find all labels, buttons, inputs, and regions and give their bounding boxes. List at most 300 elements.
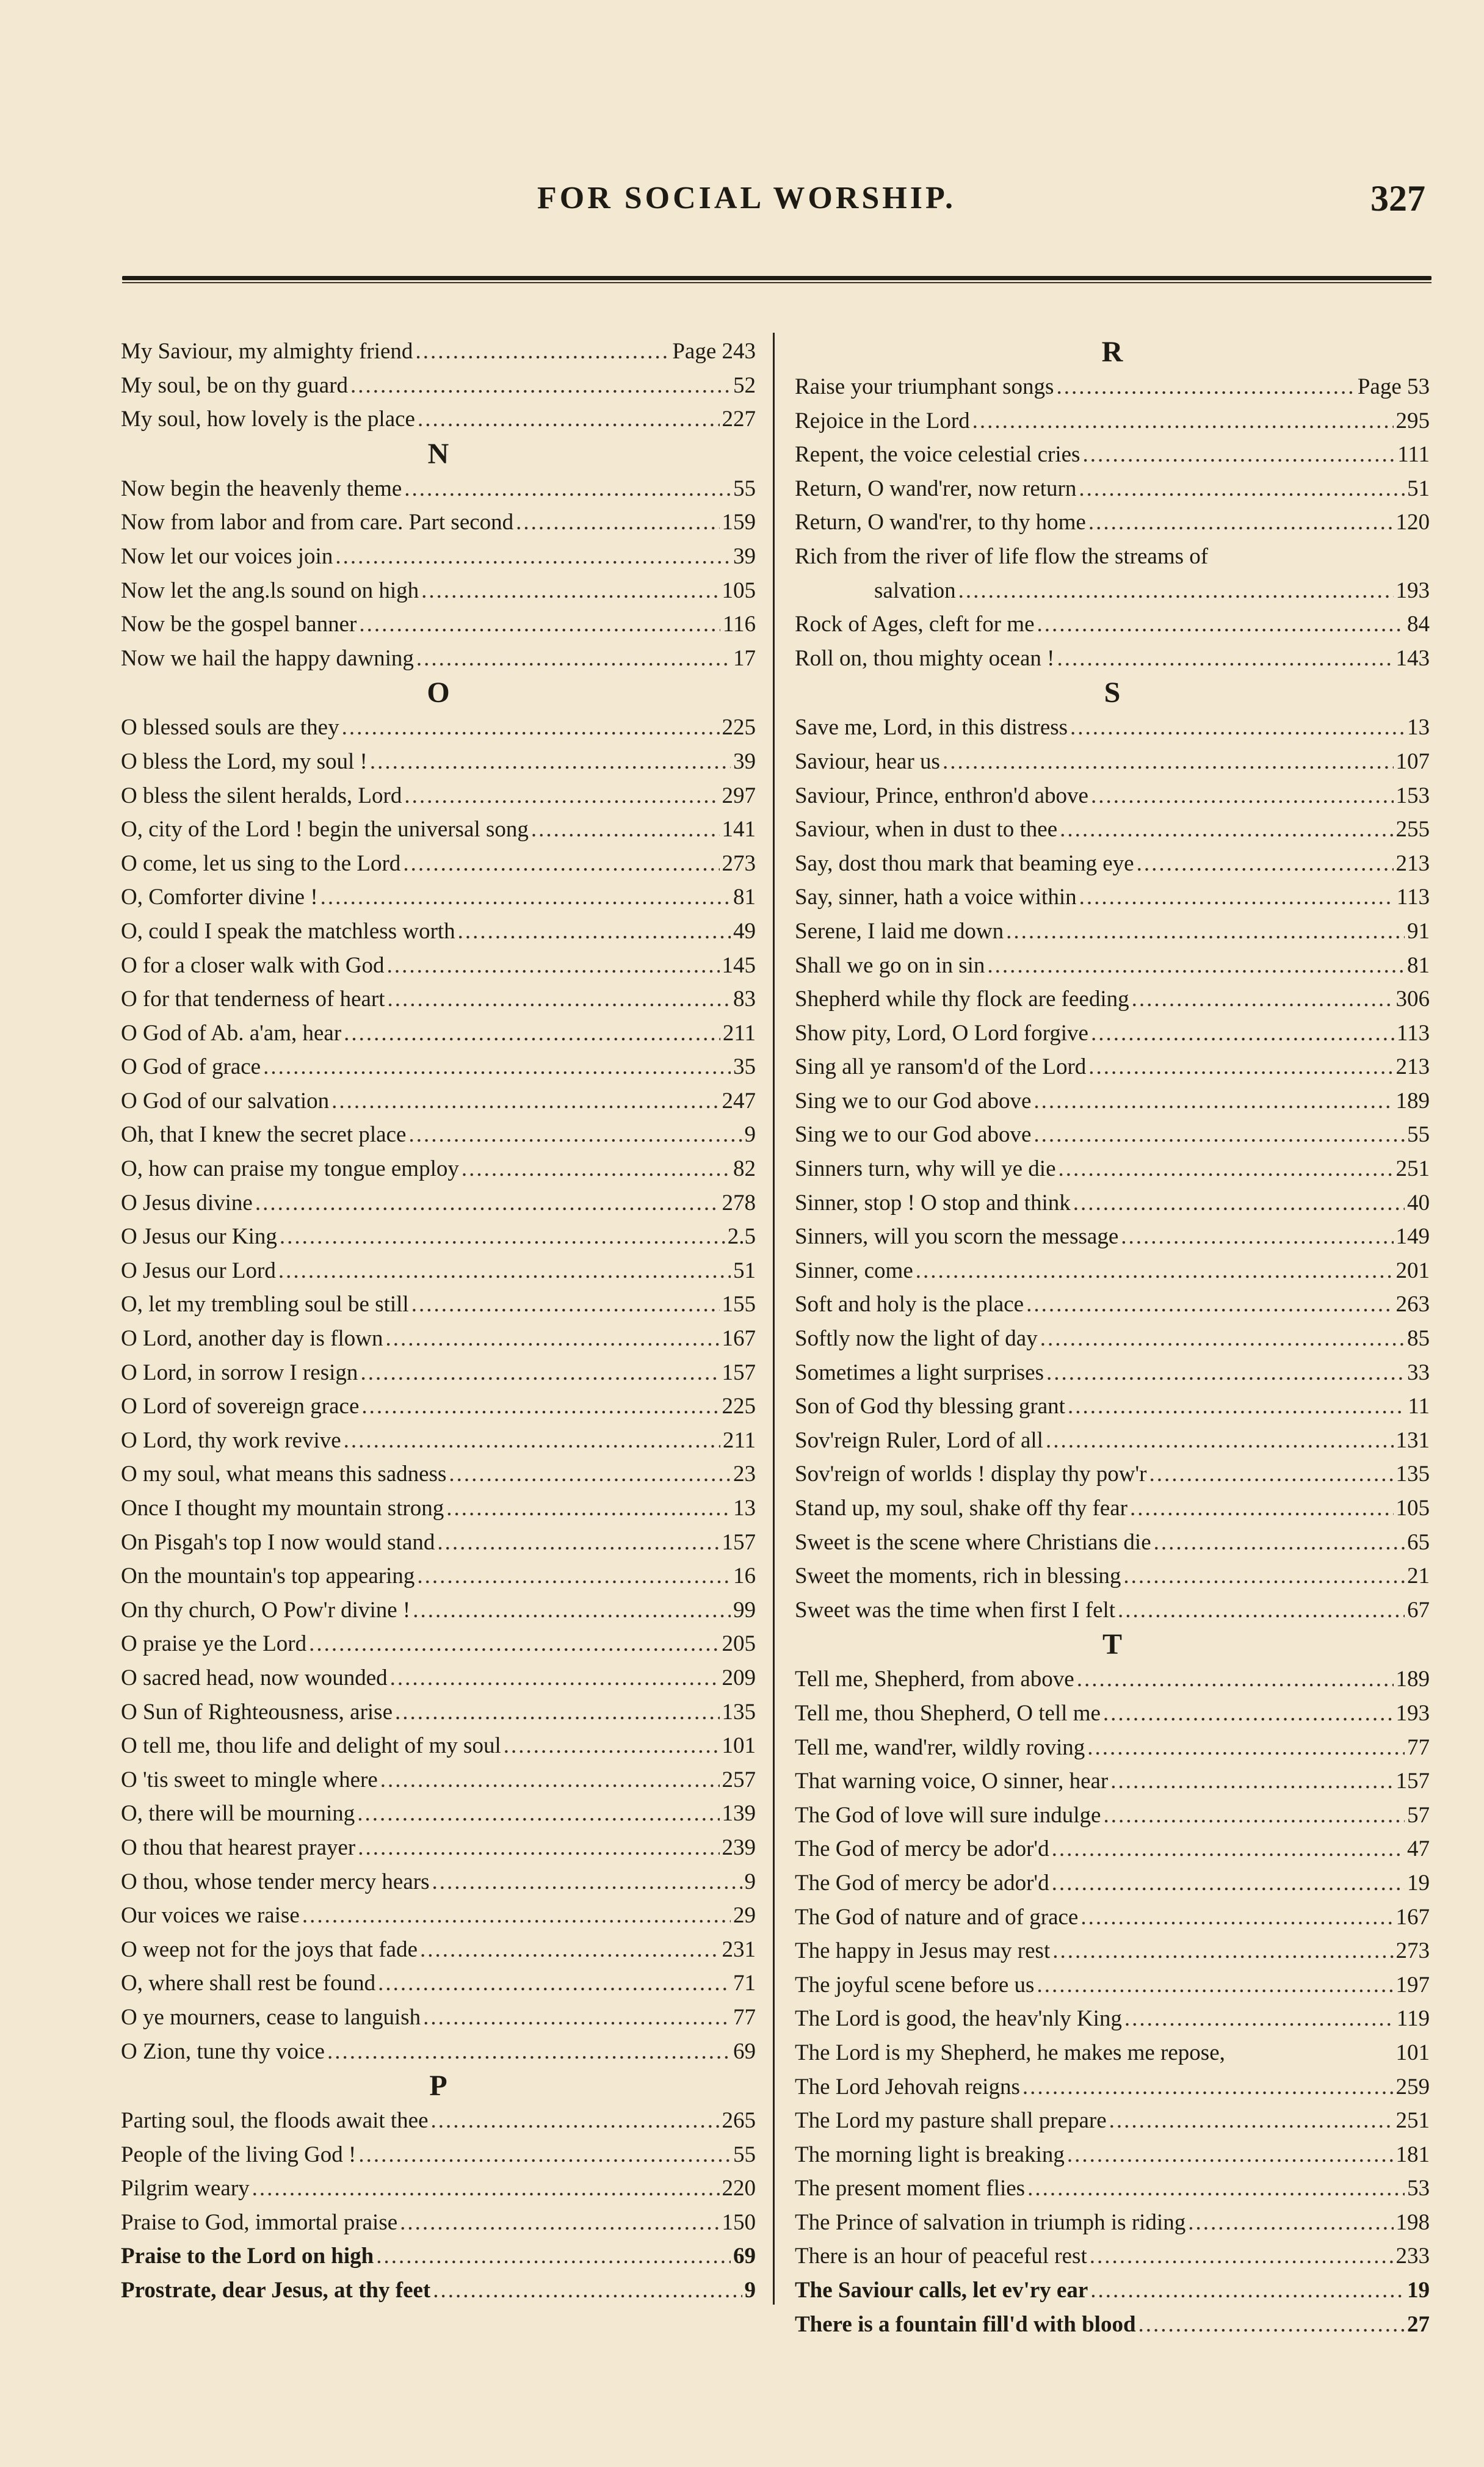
dot-leader — [403, 847, 719, 881]
dot-leader — [357, 1797, 719, 1831]
entry-title: O bless the Lord, my soul ! — [121, 748, 367, 774]
entry-title: Sweet the moments, rich in blessing — [795, 1563, 1121, 1589]
entry-page-number: 201 — [1395, 1258, 1430, 1283]
entry-title: The God of mercy be ador'd — [795, 1836, 1049, 1862]
entry-title: O, there will be mourning — [121, 1801, 355, 1827]
index-entry — [121, 1254, 756, 1288]
entry-title: O 'tis sweet to mingle where — [121, 1767, 378, 1792]
entry-page-number: 225 — [722, 715, 756, 741]
entry-title: My Saviour, my almighty friend — [121, 339, 413, 364]
entry-page-number: 111 — [1397, 442, 1430, 468]
entry-title: The happy in Jesus may rest — [795, 1938, 1051, 1964]
header-rule-thin — [122, 282, 1432, 283]
dot-leader — [416, 642, 731, 676]
entry-title: The present moment flies — [795, 2176, 1026, 2201]
dot-leader — [361, 1389, 719, 1424]
index-entry — [795, 1050, 1430, 1084]
entry-page-number: 51 — [733, 1258, 756, 1283]
entry-page-number: 295 — [1395, 408, 1430, 433]
entry-title: O thou, whose tender mercy hears — [121, 1869, 430, 1894]
section-letter: O — [427, 676, 450, 709]
entry-title: Pilgrim weary — [121, 2176, 250, 2201]
dot-leader — [1052, 1832, 1405, 1866]
index-entry — [795, 1254, 1430, 1288]
entry-page-number: 120 — [1395, 510, 1430, 535]
dot-leader — [342, 711, 720, 745]
entry-title: Raise your triumphant songs — [795, 374, 1054, 399]
entry-title: The Lord is my Shepherd, he makes me repose, — [795, 2040, 1225, 2065]
dot-leader — [433, 2273, 742, 2308]
entry-page-number: 141 — [722, 817, 756, 842]
entry-title: The morning light is breaking — [795, 2142, 1065, 2167]
entry-title: On the mountain's top appearing — [121, 1563, 415, 1589]
index-entry — [795, 813, 1430, 847]
index-entry — [121, 1118, 756, 1152]
entry-title: O Jesus divine — [121, 1190, 253, 1215]
entry-page-number: 53 — [1407, 2176, 1430, 2201]
index-entry — [121, 2138, 756, 2172]
entry-page-number: 139 — [722, 1801, 756, 1827]
entry-page-number: 55 — [1407, 1122, 1430, 1148]
entry-title: Soft and holy is the place — [795, 1292, 1024, 1317]
entry-title: Praise to the Lord on high — [121, 2244, 374, 2269]
section-letter: T — [1102, 1628, 1122, 1661]
dot-leader — [309, 1627, 719, 1661]
index-entry — [121, 2035, 756, 2069]
dot-leader — [1037, 1968, 1393, 2002]
page-number: 327 — [1370, 178, 1425, 219]
entry-page-number: 83 — [733, 987, 756, 1012]
entry-title: O Jesus our King — [121, 1224, 277, 1250]
entry-page-number: 65 — [1407, 1529, 1430, 1555]
dot-leader — [1033, 1084, 1393, 1118]
entry-page-number: 101 — [722, 1733, 756, 1759]
entry-title: Prostrate, dear Jesus, at thy feet — [121, 2278, 431, 2303]
entry-title: O tell me, thou life and delight of my soul — [121, 1733, 501, 1759]
dot-leader — [1037, 607, 1405, 642]
entry-title: On Pisgah's top I now would stand — [121, 1529, 435, 1555]
index-entry — [795, 540, 1430, 574]
index-entry — [121, 711, 756, 745]
dot-leader — [380, 1763, 720, 1797]
entry-title: Now from labor and from care. Part second — [121, 510, 514, 535]
entry-page-number: 131 — [1395, 1427, 1430, 1453]
index-entry — [121, 949, 756, 983]
dot-leader — [1154, 1526, 1405, 1560]
entry-page-number: 113 — [1396, 1020, 1430, 1046]
entry-page-number: 9 — [744, 1122, 756, 1148]
entry-title: Our voices we raise — [121, 1903, 300, 1929]
entry-title: Now we hail the happy dawning — [121, 645, 414, 671]
dot-leader — [404, 472, 731, 506]
index-entry — [121, 1424, 756, 1458]
dot-leader — [1090, 2273, 1405, 2308]
entry-title: Now let the ang.ls sound on high — [121, 578, 419, 603]
entry-title: Son of God thy blessing grant — [795, 1394, 1065, 1419]
index-entry — [121, 1559, 756, 1593]
dot-leader — [1088, 505, 1394, 540]
entry-page-number: 193 — [1395, 1700, 1430, 1726]
index-entry — [121, 1186, 756, 1220]
dot-leader — [280, 1220, 725, 1254]
entry-page-number: 40 — [1407, 1190, 1430, 1215]
entry-page-number: Page 243 — [672, 339, 756, 364]
entry-title: Stand up, my soul, shake off thy fear — [795, 1496, 1127, 1521]
dot-leader — [1110, 1764, 1393, 1799]
entry-title: O come, let us sing to the Lord — [121, 850, 401, 876]
dot-leader — [359, 607, 720, 642]
dot-leader — [1188, 2206, 1393, 2240]
index-entry — [121, 1865, 756, 1899]
entry-page-number: 82 — [733, 1156, 756, 1182]
entry-page-number: 23 — [733, 1462, 756, 1487]
index-entry — [121, 2172, 756, 2206]
index-entry — [795, 915, 1430, 949]
dot-leader — [388, 982, 731, 1016]
dot-leader — [400, 2206, 719, 2240]
index-entry — [121, 915, 756, 949]
entry-page-number: 181 — [1395, 2142, 1430, 2167]
dot-leader — [1056, 370, 1355, 404]
index-entry — [795, 1389, 1430, 1424]
entry-title: Parting soul, the floods await thee — [121, 2108, 429, 2134]
dot-leader — [1027, 2172, 1405, 2206]
dot-leader — [1138, 2308, 1405, 2342]
index-entry — [121, 982, 756, 1016]
entry-page-number: 91 — [1407, 918, 1430, 944]
dot-leader — [335, 540, 731, 574]
entry-title: Tell me, thou Shepherd, O tell me — [795, 1700, 1101, 1726]
index-entry — [121, 745, 756, 779]
dot-leader — [1059, 1152, 1394, 1186]
entry-title: People of the living God ! — [121, 2142, 357, 2167]
entry-page-number: 35 — [733, 1054, 756, 1080]
entry-page-number: 85 — [1407, 1326, 1430, 1352]
index-entry — [121, 1389, 756, 1424]
entry-title: Sov'reign Ruler, Lord of all — [795, 1427, 1043, 1453]
entry-page-number: 157 — [722, 1360, 756, 1385]
entry-page-number: 150 — [722, 2209, 756, 2235]
dot-leader — [390, 1661, 720, 1695]
index-entry — [795, 438, 1430, 472]
dot-leader — [387, 949, 720, 983]
entry-page-number: 99 — [733, 1597, 756, 1623]
entry-page-number: 145 — [722, 952, 756, 978]
entry-page-number: 2.5 — [727, 1224, 756, 1250]
index-entry — [795, 1186, 1430, 1220]
index-entry — [795, 2104, 1430, 2138]
dot-leader — [411, 1288, 720, 1322]
dot-leader — [360, 1356, 719, 1390]
entry-page-number: 33 — [1407, 1360, 1430, 1385]
entry-title: On thy church, O Pow'r divine ! — [121, 1597, 411, 1623]
index-entry — [121, 847, 756, 881]
entry-title: O bless the silent heralds, Lord — [121, 783, 402, 808]
index-entry — [795, 880, 1430, 915]
entry-page-number: 205 — [722, 1631, 756, 1657]
entry-page-number: 227 — [722, 407, 756, 432]
index-entry — [795, 1968, 1430, 2002]
entry-title: Sov'reign of worlds ! display thy pow'r — [795, 1462, 1147, 1487]
running-title: FOR SOCIAL WORSHIP. — [537, 181, 956, 216]
index-entry — [121, 1831, 756, 1865]
entry-page-number: 273 — [1395, 1938, 1430, 1964]
entry-page-number: 101 — [1395, 2040, 1430, 2065]
dot-leader — [1082, 438, 1395, 472]
entry-title: The God of mercy be ador'd — [795, 1870, 1049, 1896]
entry-title: There is a fountain fill'd with blood — [795, 2311, 1136, 2337]
dot-leader — [1132, 982, 1394, 1016]
entry-title: salvation — [874, 578, 956, 603]
dot-leader — [1118, 1593, 1405, 1628]
index-entry — [795, 1593, 1430, 1628]
entry-title: Sinner, come — [795, 1258, 913, 1283]
entry-page-number: 231 — [722, 1936, 756, 1962]
dot-leader — [1033, 1118, 1405, 1152]
entry-title: Sing all ye ransom'd of the Lord — [795, 1054, 1087, 1080]
entry-page-number: 149 — [1395, 1224, 1430, 1250]
index-entry — [121, 1627, 756, 1661]
index-entry — [795, 2070, 1430, 2104]
column-divider — [773, 333, 775, 2305]
dot-leader — [1123, 1559, 1405, 1593]
dot-leader — [531, 813, 720, 847]
entry-title: Once I thought my mountain strong — [121, 1496, 444, 1521]
dot-leader — [1067, 2138, 1394, 2172]
entry-page-number: 255 — [1395, 817, 1430, 842]
entry-title: Softly now the light of day — [795, 1326, 1038, 1352]
entry-page-number: 239 — [722, 1835, 756, 1860]
dot-leader — [1073, 1186, 1405, 1220]
entry-title: Say, sinner, hath a voice within — [795, 885, 1077, 910]
index-entry — [795, 2002, 1430, 2036]
index-entry — [795, 1118, 1430, 1152]
index-entry — [795, 370, 1430, 404]
entry-title: O for that tenderness of heart — [121, 987, 385, 1012]
section-letter: R — [1101, 336, 1123, 368]
entry-page-number: 13 — [1407, 715, 1430, 741]
index-entry — [121, 1457, 756, 1491]
entry-page-number: 247 — [722, 1088, 756, 1114]
entry-page-number: 155 — [722, 1292, 756, 1317]
entry-page-number: 233 — [1395, 2244, 1430, 2269]
entry-page-number: 29 — [733, 1903, 756, 1929]
index-entry — [121, 402, 756, 437]
dot-leader — [413, 1593, 731, 1628]
index-column-left — [121, 335, 756, 2308]
dot-leader — [1080, 1900, 1393, 1935]
entry-title: There is an hour of peaceful rest — [795, 2244, 1087, 2269]
entry-title: Now let our voices join — [121, 543, 333, 569]
index-entry — [121, 2104, 756, 2138]
entry-title: O for a closer walk with God — [121, 952, 385, 978]
entry-page-number: 211 — [722, 1427, 756, 1453]
dot-leader — [278, 1254, 731, 1288]
entry-title: O thou that hearest prayer — [121, 1835, 356, 1860]
index-entry — [121, 1966, 756, 2001]
entry-title: Sinners, will you scorn the message — [795, 1224, 1119, 1250]
entry-page-number: 107 — [1395, 748, 1430, 774]
index-entry — [795, 2138, 1430, 2172]
index-entry — [121, 1729, 756, 1763]
entry-title: O weep not for the joys that fade — [121, 1936, 418, 1962]
entry-page-number: 265 — [722, 2108, 756, 2134]
entry-page-number: 57 — [1407, 1802, 1430, 1828]
entry-title: O my soul, what means this sadness — [121, 1462, 447, 1487]
dot-leader — [263, 1050, 731, 1084]
entry-title: Sinners turn, why will ye die — [795, 1156, 1056, 1182]
entry-page-number: 167 — [722, 1326, 756, 1352]
entry-page-number: 17 — [733, 645, 756, 671]
entry-title: Saviour, hear us — [795, 748, 940, 774]
index-entry — [795, 472, 1430, 506]
entry-title: O ye mourners, cease to languish — [121, 2004, 421, 2030]
dot-leader — [1109, 2104, 1394, 2138]
index-entry — [121, 1526, 756, 1560]
entry-page-number: 197 — [1395, 1972, 1430, 1998]
index-entry — [121, 2001, 756, 2035]
index-entry — [795, 1016, 1430, 1051]
entry-page-number: 278 — [722, 1190, 756, 1215]
entry-title: Sometimes a light surprises — [795, 1360, 1044, 1385]
entry-page-number: 135 — [1395, 1462, 1430, 1487]
entry-page-number: Page 53 — [1357, 374, 1430, 399]
entry-title: O Lord, thy work revive — [121, 1427, 341, 1453]
index-entry — [121, 642, 756, 676]
dot-leader — [358, 1831, 719, 1865]
index-entry — [795, 574, 1430, 608]
dot-leader — [1087, 1731, 1405, 1765]
entry-page-number: 52 — [733, 372, 756, 398]
entry-page-number: 157 — [1395, 1769, 1430, 1794]
index-entry — [795, 1934, 1430, 1968]
index-entry — [121, 335, 756, 369]
entry-title: Rejoice in the Lord — [795, 408, 970, 433]
index-entry — [121, 1152, 756, 1186]
entry-title: O God of Ab. a'am, hear — [121, 1020, 342, 1046]
dot-leader — [432, 1865, 742, 1899]
entry-page-number: 259 — [1395, 2074, 1430, 2099]
dot-leader — [1090, 2239, 1394, 2273]
index-entry — [121, 1695, 756, 1730]
index-entry — [121, 505, 756, 540]
entry-page-number: 21 — [1407, 1563, 1430, 1589]
entry-title: The Saviour calls, let ev'ry ear — [795, 2278, 1088, 2303]
dot-leader — [370, 745, 731, 779]
dot-leader — [420, 1933, 720, 1967]
entry-page-number: 189 — [1395, 1667, 1430, 1692]
entry-page-number: 9 — [744, 1869, 756, 1894]
index-entry — [121, 813, 756, 847]
entry-page-number: 251 — [1395, 2108, 1430, 2134]
dot-leader — [1026, 1288, 1393, 1322]
entry-page-number: 67 — [1407, 1597, 1430, 1623]
index-entry — [795, 2172, 1430, 2206]
entry-page-number: 143 — [1395, 645, 1430, 671]
entry-page-number: 135 — [722, 1699, 756, 1725]
entry-page-number: 77 — [1407, 1734, 1430, 1760]
index-entry — [121, 574, 756, 608]
dot-leader — [344, 1016, 720, 1051]
index-entry — [121, 1797, 756, 1831]
entry-title: O Lord, another day is flown — [121, 1326, 383, 1352]
dot-leader — [423, 2001, 731, 2035]
entry-title: Sweet was the time when first I felt — [795, 1597, 1116, 1623]
entry-title: Saviour, when in dust to thee — [795, 817, 1058, 842]
index-entry — [795, 1799, 1430, 1833]
entry-title: Rock of Ages, cleft for me — [795, 612, 1035, 637]
dot-leader — [1130, 1491, 1394, 1526]
index-entry — [121, 1220, 756, 1254]
dot-leader — [431, 2104, 720, 2138]
entry-page-number: 81 — [1407, 952, 1430, 978]
dot-leader — [1046, 1356, 1405, 1390]
entry-title: Serene, I laid me down — [795, 918, 1004, 944]
index-entry — [795, 779, 1430, 813]
entry-page-number: 225 — [722, 1394, 756, 1419]
dot-leader — [437, 1526, 719, 1560]
index-entry — [795, 1220, 1430, 1254]
entry-page-number: 113 — [1396, 885, 1430, 910]
entry-page-number: 116 — [722, 612, 756, 637]
entry-title: The Prince of salvation in triumph is riding — [795, 2209, 1186, 2235]
entry-page-number: 153 — [1395, 783, 1430, 808]
dot-leader — [1079, 472, 1405, 506]
index-entry — [121, 2239, 756, 2273]
dot-leader — [461, 1152, 731, 1186]
section-letter: N — [427, 437, 449, 470]
index-entry — [795, 1356, 1430, 1390]
entry-page-number: 84 — [1407, 612, 1430, 637]
entry-title: Show pity, Lord, O Lord forgive — [795, 1020, 1088, 1046]
page-header — [537, 180, 1441, 235]
index-entry — [121, 2206, 756, 2240]
dot-leader — [1023, 2070, 1394, 2104]
index-entry — [795, 2239, 1430, 2273]
entry-page-number: 55 — [733, 476, 756, 501]
entry-page-number: 39 — [733, 748, 756, 774]
entry-title: O Lord, in sorrow I resign — [121, 1360, 358, 1385]
dot-leader — [1006, 915, 1405, 949]
dot-leader — [458, 915, 731, 949]
index-entry — [795, 1424, 1430, 1458]
index-entry — [795, 2308, 1430, 2342]
index-entry — [795, 1662, 1430, 1697]
index-entry — [795, 607, 1430, 642]
index-entry — [121, 1084, 756, 1118]
dot-leader — [1091, 1016, 1394, 1051]
index-entry — [795, 1731, 1430, 1765]
entry-page-number: 198 — [1395, 2209, 1430, 2235]
dot-leader — [378, 1966, 731, 2001]
dot-leader — [417, 1559, 731, 1593]
dot-leader — [376, 2239, 731, 2273]
entry-page-number: 209 — [722, 1665, 756, 1690]
dot-leader — [404, 779, 719, 813]
entry-title: Saviour, Prince, enthron'd above — [795, 783, 1088, 808]
index-entry — [121, 1356, 756, 1390]
entry-page-number: 159 — [722, 510, 756, 535]
dot-leader — [1149, 1457, 1394, 1491]
entry-title: O, let my trembling soul be still — [121, 1292, 409, 1317]
entry-title: O, city of the Lord ! begin the universal song — [121, 817, 529, 842]
index-entry — [795, 1288, 1430, 1322]
index-entry — [121, 369, 756, 403]
dot-leader — [1103, 1697, 1394, 1731]
index-entry — [795, 1866, 1430, 1900]
entry-title: Praise to God, immortal praise — [121, 2209, 398, 2235]
entry-title: O Sun of Righteousness, arise — [121, 1699, 393, 1725]
